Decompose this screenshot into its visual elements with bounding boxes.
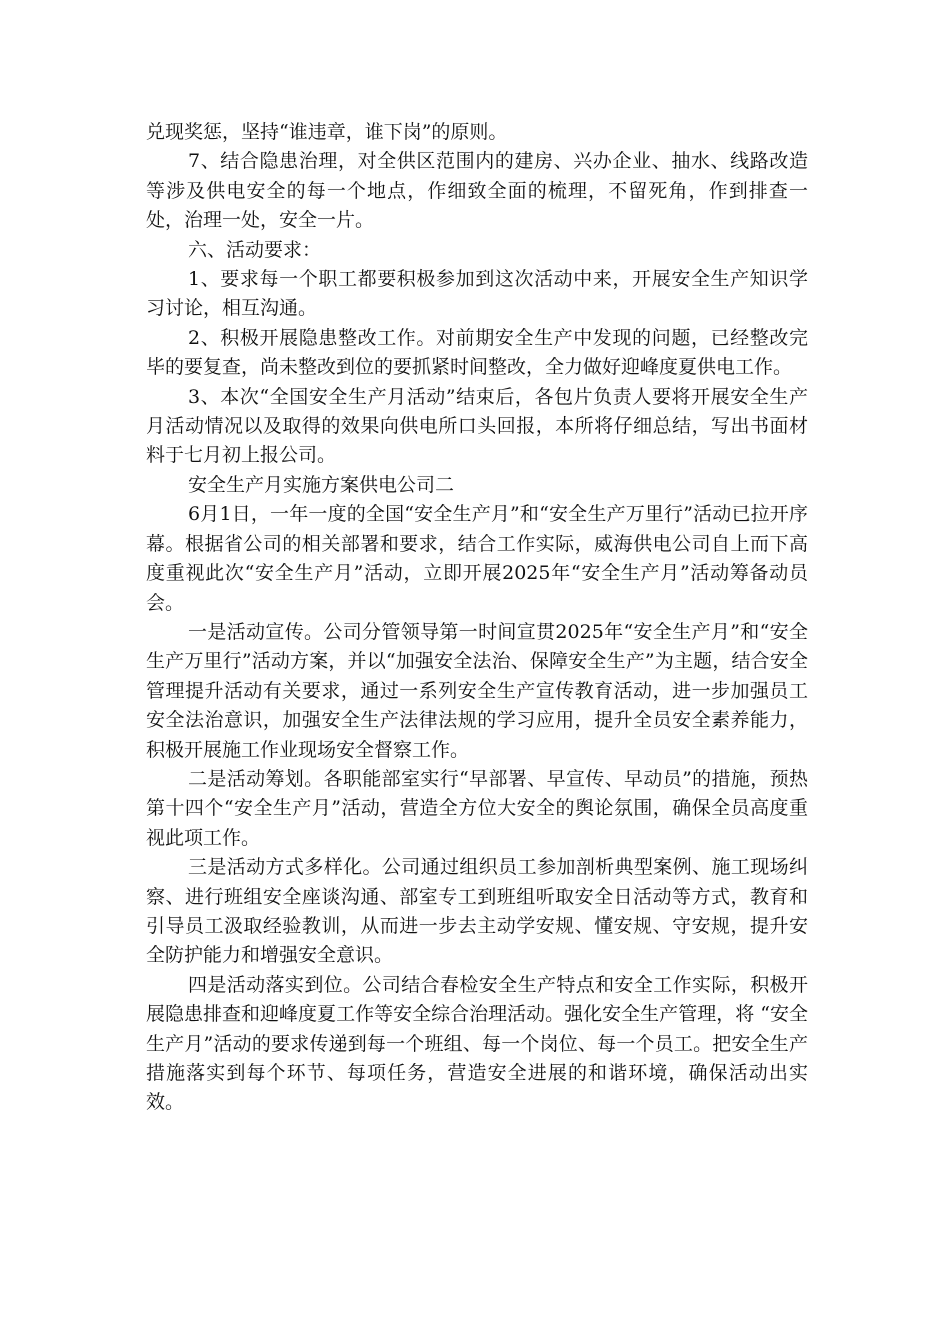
paragraph-requirement-2: 2、积极开展隐患整改工作。对前期安全生产中发现的问题，已经整改完毕的要复查，尚未整改到位的要抓紧时间整改，全力做好迎峰度夏供电工作。 [146, 326, 808, 379]
paragraph-publicity: 一是活动宣传。公司分管领导第一时间宣贯2025年“安全生产月”和“安全生产万里行”活动方案，并以“加强安全法治、保障安全生产”为主题，结合安全管理提升活动有关要求，通过一系列安全生产宣传教育活动，进一步加强员工安全法治意识，加强安全生产法律法规的学习应用，提升全员安全素养能力，积极开展施工作业现场安全督察工作。 [146, 620, 808, 761]
paragraph-intro: 6月1日，一年一度的全国“安全生产月”和“安全生产万里行”活动已拉开序幕。根据省公司的相关部署和要求，结合工作实际，威海供电公司自上而下高度重视此次“安全生产月”活动，立即开展2025年“安全生产月”活动筹备动员会。 [146, 503, 808, 614]
paragraph-requirement-1: 1、要求每一个职工都要积极参加到这次活动中来，开展安全生产知识学习讨论，相互沟通。 [146, 268, 808, 320]
document-body [146, 118, 808, 1118]
paragraph-requirement-3: 3、本次“全国安全生产月活动”结束后，各包片负责人要将开展安全生产月活动情况以及取得的效果向供电所口头回报，本所将仔细总结，写出书面材料于七月初上报公司。 [146, 385, 808, 467]
paragraph-continuation: 兑现奖惩，坚持“谁违章，谁下岗”的原则。 [146, 121, 508, 143]
section-title-plan-two: 安全生产月实施方案供电公司二 [188, 473, 455, 496]
paragraph-planning: 二是活动筹划。各职能部室实行“早部署、早宣传、早动员”的措施，预热第十四个“安全生产月”活动，营造全方位大安全的舆论氛围，确保全员高度重视此项工作。 [146, 767, 808, 849]
section-heading-requirements: 六、活动要求： [188, 238, 322, 261]
paragraph-implementation: 四是活动落实到位。公司结合春检安全生产特点和安全工作实际，积极开展隐患排查和迎峰度夏工作等安全综合治理活动。强化安全生产管理，将 “安全生产月”活动的要求传递到每一个班组、每一个岗位、每一个员工。把安全生产措施落实到每个环节、每项任务，营造安全进展的和谐环境，确保活动出实效。 [146, 973, 808, 1114]
paragraph-item-7: 7、结合隐患治理，对全供区范围内的建房、兴办企业、抽水、线路改造等涉及供电安全的每一个地点，作细致全面的梳理，不留死角，作到排查一处，治理一处，安全一片。 [146, 150, 808, 232]
paragraph-diversified: 三是活动方式多样化。公司通过组织员工参加剖析典型案例、施工现场纠察、进行班组安全座谈沟通、部室专工到班组听取安全日活动等方式，教育和引导员工汲取经验教训，从而进一步去主动学安规、懂安规、守安规，提升安全防护能力和增强安全意识。 [146, 856, 808, 967]
